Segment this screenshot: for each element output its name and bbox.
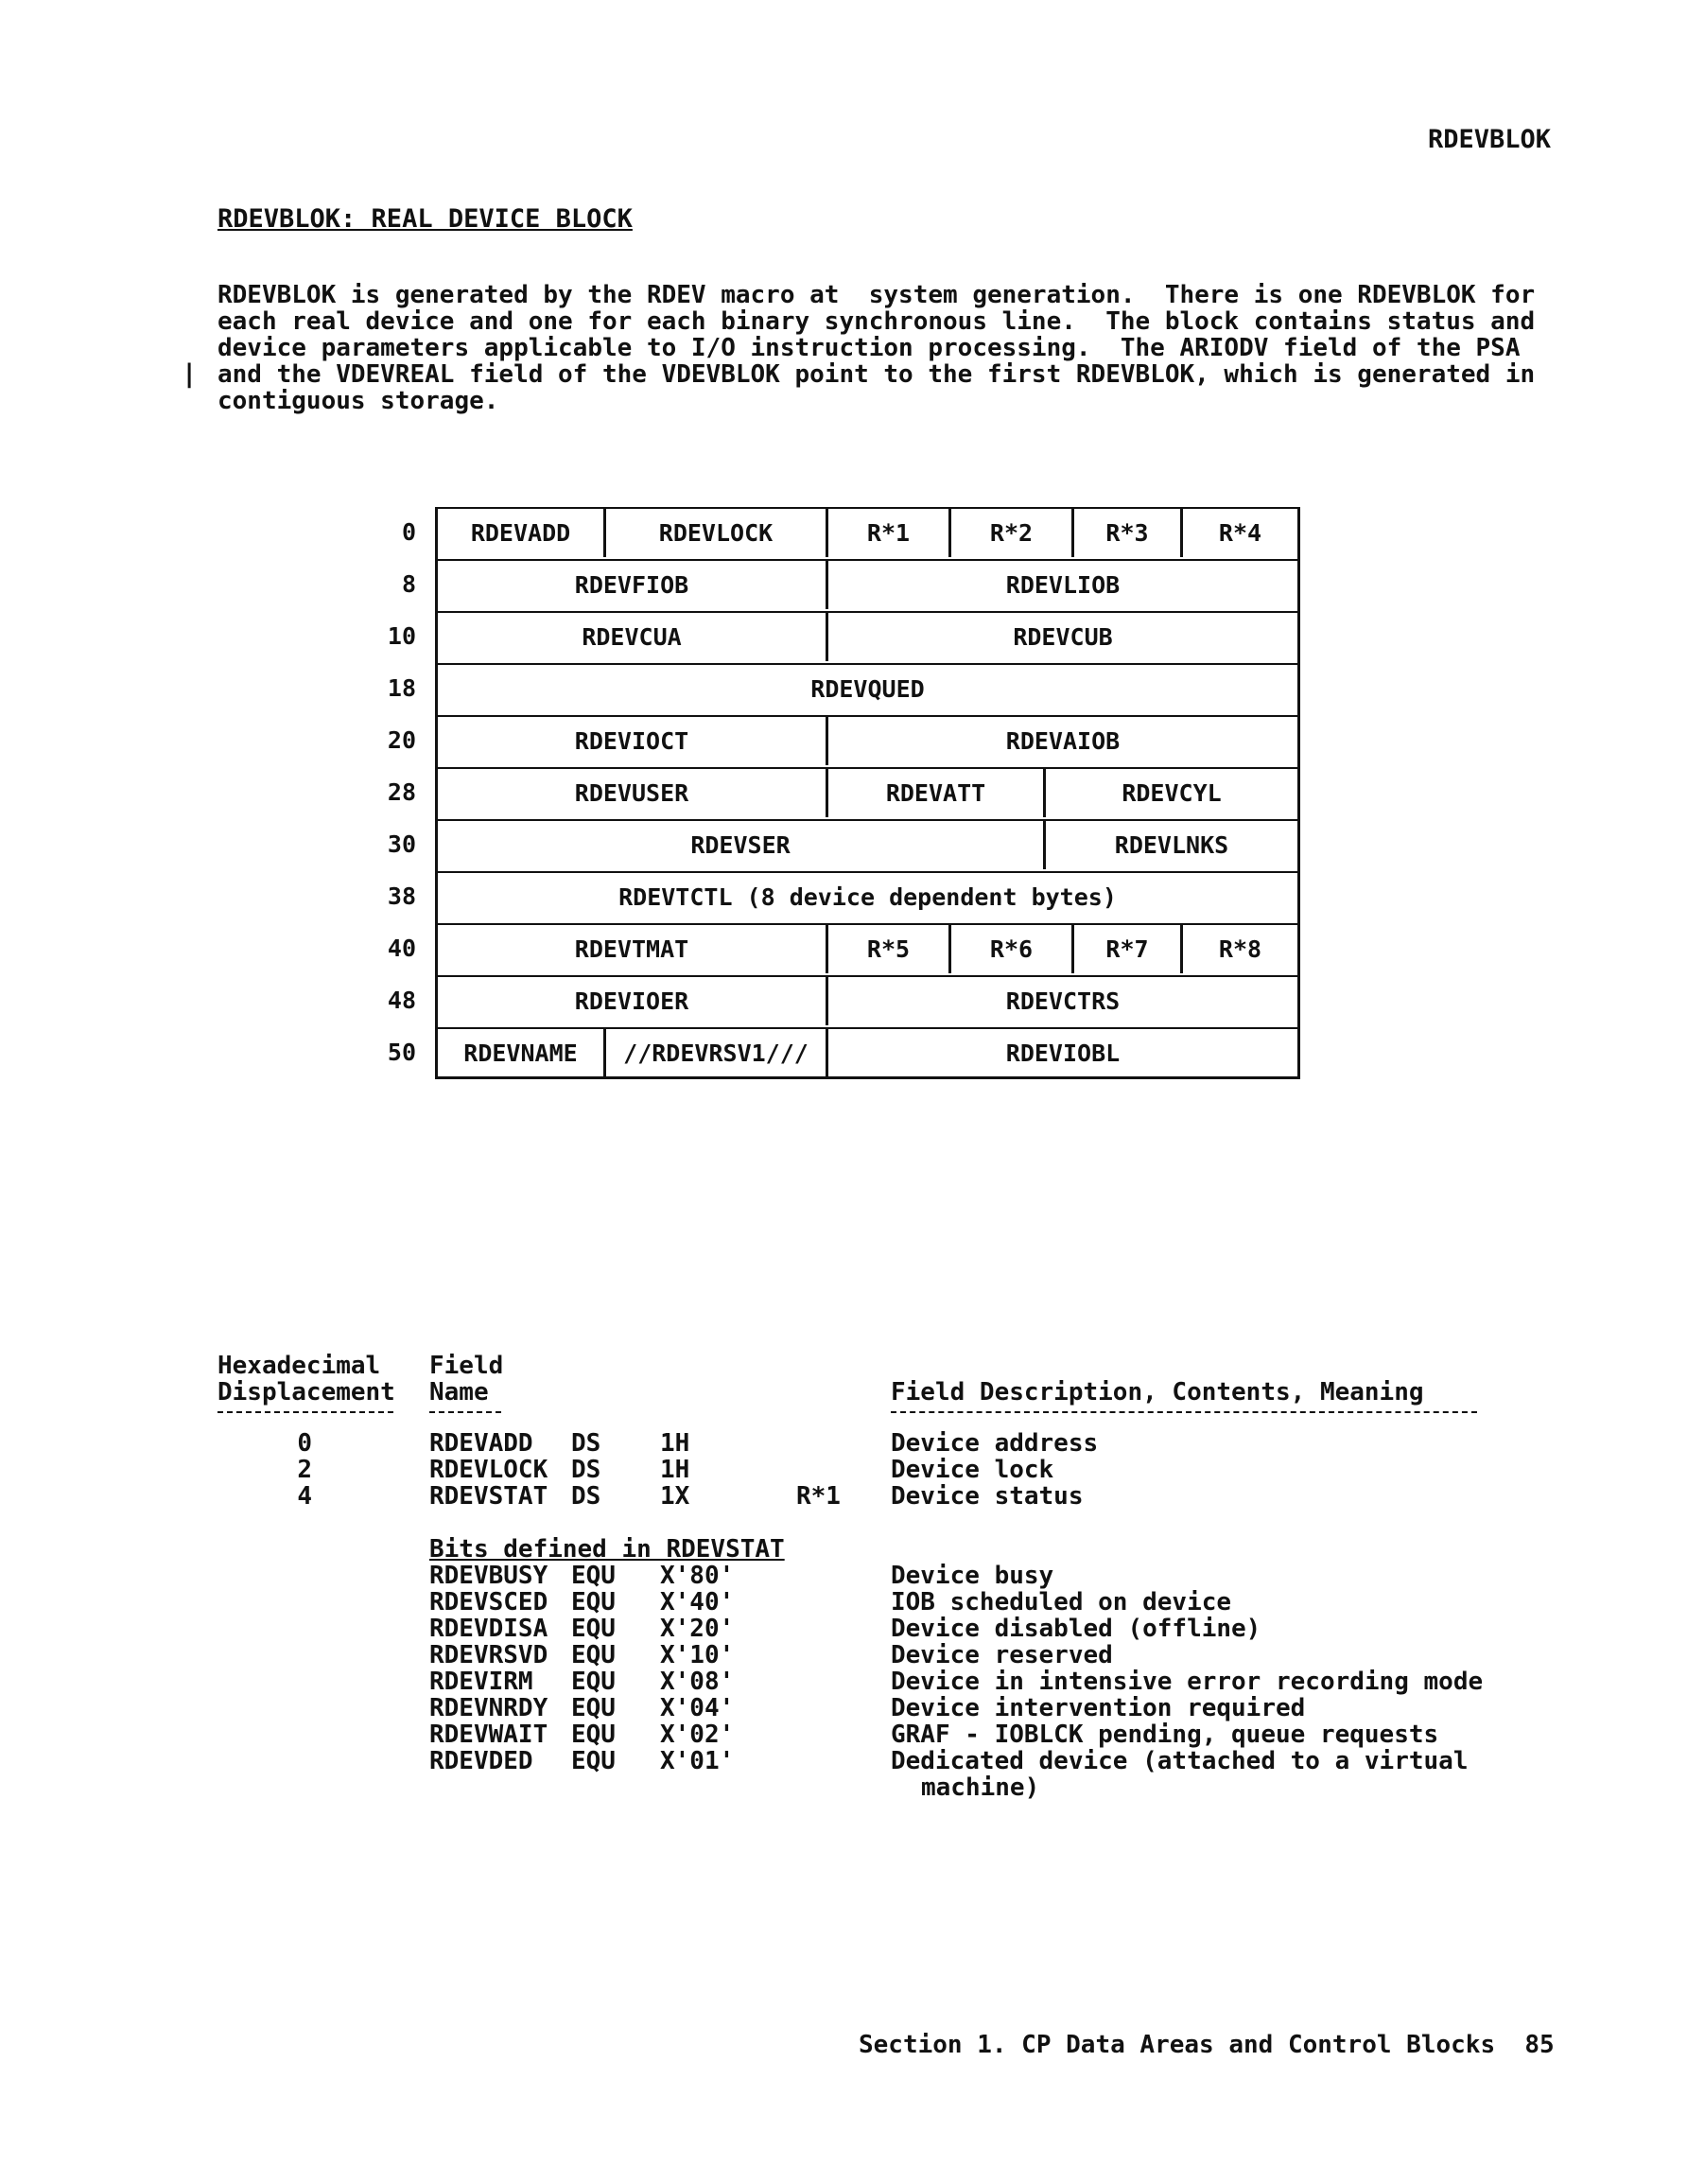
offset-label: 10: [387, 622, 416, 650]
field-cell: R*3: [1071, 509, 1180, 557]
op-cell: DS: [571, 1482, 601, 1511]
field-cell: RDEVLIOB: [826, 561, 1297, 609]
disp-cell: 4: [297, 1482, 312, 1511]
field-cell: RDEVTMAT: [574, 935, 689, 963]
field-cell: RDEVAIOB: [826, 717, 1297, 765]
diagram-row: [435, 819, 1300, 871]
offset-label: 18: [387, 674, 416, 702]
bit-op: EQU: [571, 1747, 616, 1775]
bit-name: RDEVNRDY: [429, 1694, 548, 1722]
offset-label: 28: [387, 778, 416, 806]
bit-desc: Device reserved: [891, 1641, 1113, 1669]
field-cell: R*2: [948, 509, 1071, 557]
control-block-diagram: [378, 507, 1324, 1093]
bit-desc-cont: machine): [921, 1773, 1040, 1802]
bits-heading: Bits defined in RDEVSTAT: [429, 1535, 785, 1564]
field-cell: RDEVATT: [826, 769, 1043, 817]
bit-desc: Dedicated device (attached to a virtual: [891, 1747, 1469, 1775]
bit-desc: IOB scheduled on device: [891, 1588, 1232, 1616]
desc-header: Field Description, Contents, Meaning: [891, 1378, 1424, 1406]
header-rule: [217, 1411, 393, 1413]
intro-line: each real device and one for each binary synchronous line. The block contains status and: [217, 307, 1536, 336]
diagram-row: [435, 663, 1300, 715]
field-cell: R*4: [1180, 509, 1297, 557]
bit-desc: Device busy: [891, 1562, 1054, 1590]
field-cell: RDEVSER: [690, 831, 791, 859]
name-cell: RDEVLOCK: [429, 1456, 548, 1484]
bit-op: EQU: [571, 1615, 616, 1643]
revision-bar: |: [182, 359, 198, 389]
bit-name: RDEVDISA: [429, 1615, 548, 1643]
val-cell: 1H: [660, 1456, 690, 1484]
bit-val: X'04': [660, 1694, 735, 1722]
bit-desc: Device in intensive error recording mode: [891, 1668, 1484, 1696]
name-cell: RDEVSTAT: [429, 1482, 548, 1511]
field-cell: RDEVCUA: [582, 623, 682, 651]
disp-cell: 0: [297, 1429, 312, 1458]
field-cell: R*1: [826, 509, 948, 557]
diagram-row: [435, 767, 1300, 819]
intro-line: RDEVBLOK is generated by the RDEV macro at system generation. There is one RDEVBLOK for: [217, 281, 1536, 309]
disp-header: Hexadecimal: [217, 1352, 381, 1380]
diagram-row: [435, 871, 1300, 923]
bit-val: X'10': [660, 1641, 735, 1669]
field-cell: R*5: [826, 925, 948, 973]
name-cell: RDEVADD: [429, 1429, 533, 1458]
field-cell: R*8: [1180, 925, 1297, 973]
name-header: Field: [429, 1352, 504, 1380]
diagram-row: [435, 611, 1300, 663]
disp-cell: 2: [297, 1456, 312, 1484]
bit-name: RDEVBUSY: [429, 1562, 548, 1590]
field-cell: RDEVFIOB: [574, 571, 689, 599]
bit-desc: Device intervention required: [891, 1694, 1306, 1722]
diagram-row: [435, 507, 1300, 559]
bit-op: EQU: [571, 1668, 616, 1696]
diagram-row: [435, 923, 1300, 975]
header-rule: [891, 1411, 1477, 1413]
offset-label: 8: [401, 570, 416, 598]
page-header: RDEVBLOK: [1428, 125, 1552, 154]
field-cell: RDEVTCTL (8 device dependent bytes): [618, 883, 1117, 911]
field-cell: RDEVADD: [470, 519, 571, 547]
disp-header: Displacement: [217, 1378, 395, 1406]
bit-desc: Device disabled (offline): [891, 1615, 1261, 1643]
bit-op: EQU: [571, 1562, 616, 1590]
field-cell: RDEVCUB: [826, 613, 1297, 661]
offset-label: 20: [387, 726, 416, 754]
field-cell: RDEVLOCK: [603, 509, 826, 557]
bit-name: RDEVWAIT: [429, 1721, 548, 1749]
field-cell: RDEVIOBL: [826, 1029, 1297, 1077]
field-cell: R*6: [948, 925, 1071, 973]
diagram-row: [435, 975, 1300, 1027]
field-cell: RDEVUSER: [574, 779, 689, 807]
field-cell: RDEVCTRS: [826, 977, 1297, 1025]
op-cell: DS: [571, 1429, 601, 1458]
field-cell: RDEVQUED: [810, 675, 925, 703]
bit-val: X'40': [660, 1588, 735, 1616]
ref-cell: R*1: [796, 1482, 841, 1511]
header-rule: [429, 1411, 501, 1413]
offset-label: 30: [387, 830, 416, 858]
bit-val: X'80': [660, 1562, 735, 1590]
diagram-row: [435, 559, 1300, 611]
val-cell: 1H: [660, 1429, 690, 1458]
bit-name: RDEVSCED: [429, 1588, 548, 1616]
intro-line: contiguous storage.: [217, 387, 499, 415]
offset-label: 38: [387, 882, 416, 910]
field-cell: //RDEVRSV1///: [603, 1029, 826, 1077]
field-cell: R*7: [1071, 925, 1180, 973]
offset-label: 50: [387, 1039, 416, 1066]
intro-line: and the VDEVREAL field of the VDEVBLOK point to the first RDEVBLOK, which is generated in: [217, 360, 1536, 389]
bit-op: EQU: [571, 1694, 616, 1722]
op-cell: DS: [571, 1456, 601, 1484]
offset-label: 40: [387, 935, 416, 962]
desc-cell: Device status: [891, 1482, 1084, 1511]
offset-label: 48: [387, 987, 416, 1014]
name-header: Name: [429, 1378, 489, 1406]
field-cell: RDEVLNKS: [1043, 821, 1297, 869]
field-cell: RDEVIOCT: [574, 727, 689, 755]
bit-op: EQU: [571, 1588, 616, 1616]
bit-val: X'20': [660, 1615, 735, 1643]
bit-name: RDEVRSVD: [429, 1641, 548, 1669]
field-cell: RDEVCYL: [1043, 769, 1297, 817]
field-cell: RDEVIOER: [574, 987, 689, 1015]
bit-name: RDEVDED: [429, 1747, 533, 1775]
intro-line: device parameters applicable to I/O instruction processing. The ARIODV field of the PSA: [217, 334, 1521, 362]
bit-op: EQU: [571, 1721, 616, 1749]
offset-label: 0: [401, 518, 416, 546]
diagram-row: [435, 1027, 1300, 1079]
val-cell: 1X: [660, 1482, 690, 1511]
desc-cell: Device address: [891, 1429, 1099, 1458]
bit-op: EQU: [571, 1641, 616, 1669]
field-cell: RDEVNAME: [463, 1040, 578, 1067]
bit-val: X'02': [660, 1721, 735, 1749]
section-title: RDEVBLOK: REAL DEVICE BLOCK: [217, 204, 633, 234]
desc-cell: Device lock: [891, 1456, 1054, 1484]
bit-name: RDEVIRM: [429, 1668, 533, 1696]
bit-desc: GRAF - IOBLCK pending, queue requests: [891, 1721, 1439, 1749]
bit-val: X'08': [660, 1668, 735, 1696]
bit-val: X'01': [660, 1747, 735, 1775]
page-footer: Section 1. CP Data Areas and Control Blocks 85: [859, 2031, 1555, 2059]
diagram-row: [435, 715, 1300, 767]
